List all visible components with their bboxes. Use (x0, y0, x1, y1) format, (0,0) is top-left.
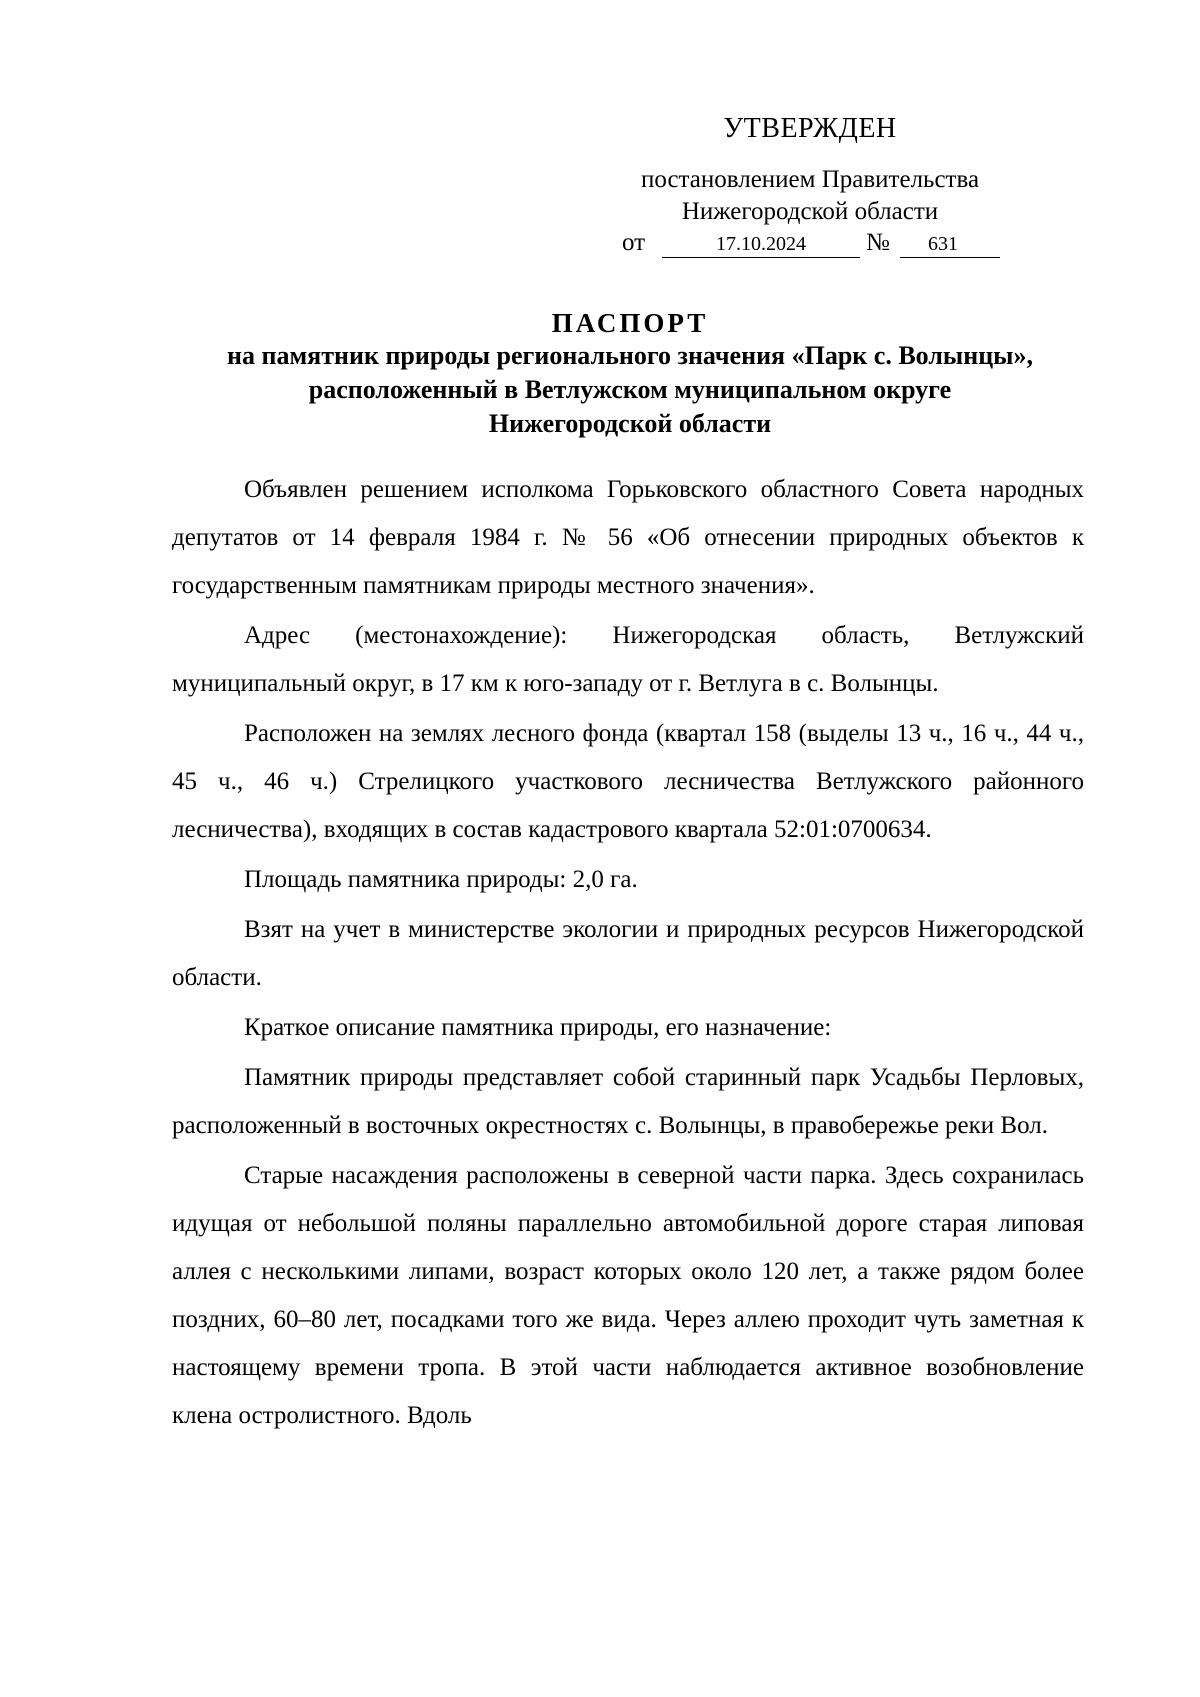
subtitle-line-1: на памятник природы регионального значения «Парк с. Волынцы», (227, 341, 1033, 370)
approval-date-number-line (622, 227, 1002, 261)
document-body (172, 466, 1084, 1442)
approval-authority (600, 164, 1020, 228)
subtitle-line-3: Нижегородской области (488, 409, 772, 438)
number-value: 631 (928, 233, 958, 255)
document-subtitle (170, 339, 1090, 441)
paragraph-old-plantings: Старые насаждения расположены в северной части парка. Здесь сохранилась идущая от небольшой поляны параллельно автомобильной дороге старая липовая аллея с несколькими липами, возраст которых около 120 лет, а также рядом более поздних, 60–80 лет, посадками того же вида. Через аллею проходит чуть заметная к настоящему времени тропа. В этой части наблюдается активное возобновление клена остролистного. Вдоль (172, 1162, 1084, 1429)
document-title: ПАСПОРТ (551, 308, 709, 338)
paragraph-area: Площадь памятника природы: 2,0 га. (244, 866, 638, 893)
paragraph-description: Памятник природы представляет собой старинный парк Усадьбы Перловых, расположенный в восточных окрестностях с. Волынцы, в правобережье реки Вол. (172, 1064, 1084, 1139)
date-value: 17.10.2024 (716, 233, 806, 255)
approval-authority-line-2: Нижегородской области (681, 198, 939, 225)
from-label: от (622, 229, 646, 256)
approval-title: УТВЕРЖДЕН (723, 113, 897, 144)
paragraph-address: Адрес (местонахождение): Нижегородская область, Ветлужский муниципальный округ, в 17 км к юго-западу от г. Ветлуга в с. Волынцы. (172, 622, 1084, 697)
paragraph-description-heading: Краткое описание памятника природы, его назначение: (244, 1014, 832, 1041)
paragraph-declared: Объявлен решением исполкома Горьковского областного Совета народных депутатов от 14 февраля 1984 г. № 56 «Об отнесении природных объектов к государственным памятникам природы местного значения». (172, 476, 1084, 599)
approval-authority-line-1: постановлением Правительства (640, 166, 980, 193)
paragraph-registration: Взят на учет в министерстве экологии и природных ресурсов Нижегородской области. (172, 916, 1084, 991)
number-field (900, 227, 1000, 258)
paragraph-location: Расположен на землях лесного фонда (квартал 158 (выделы 13 ч., 16 ч., 44 ч., 45 ч., 46 ч.) Стрелицкого участкового лесничества Ветлужского районного лесничества), входящих в состав кадастрового квартала 52:01:0700634. (172, 720, 1084, 843)
date-field (662, 227, 860, 258)
number-label: № (866, 229, 890, 256)
subtitle-line-2: расположенный в Ветлужском муниципальном округе (308, 375, 952, 404)
